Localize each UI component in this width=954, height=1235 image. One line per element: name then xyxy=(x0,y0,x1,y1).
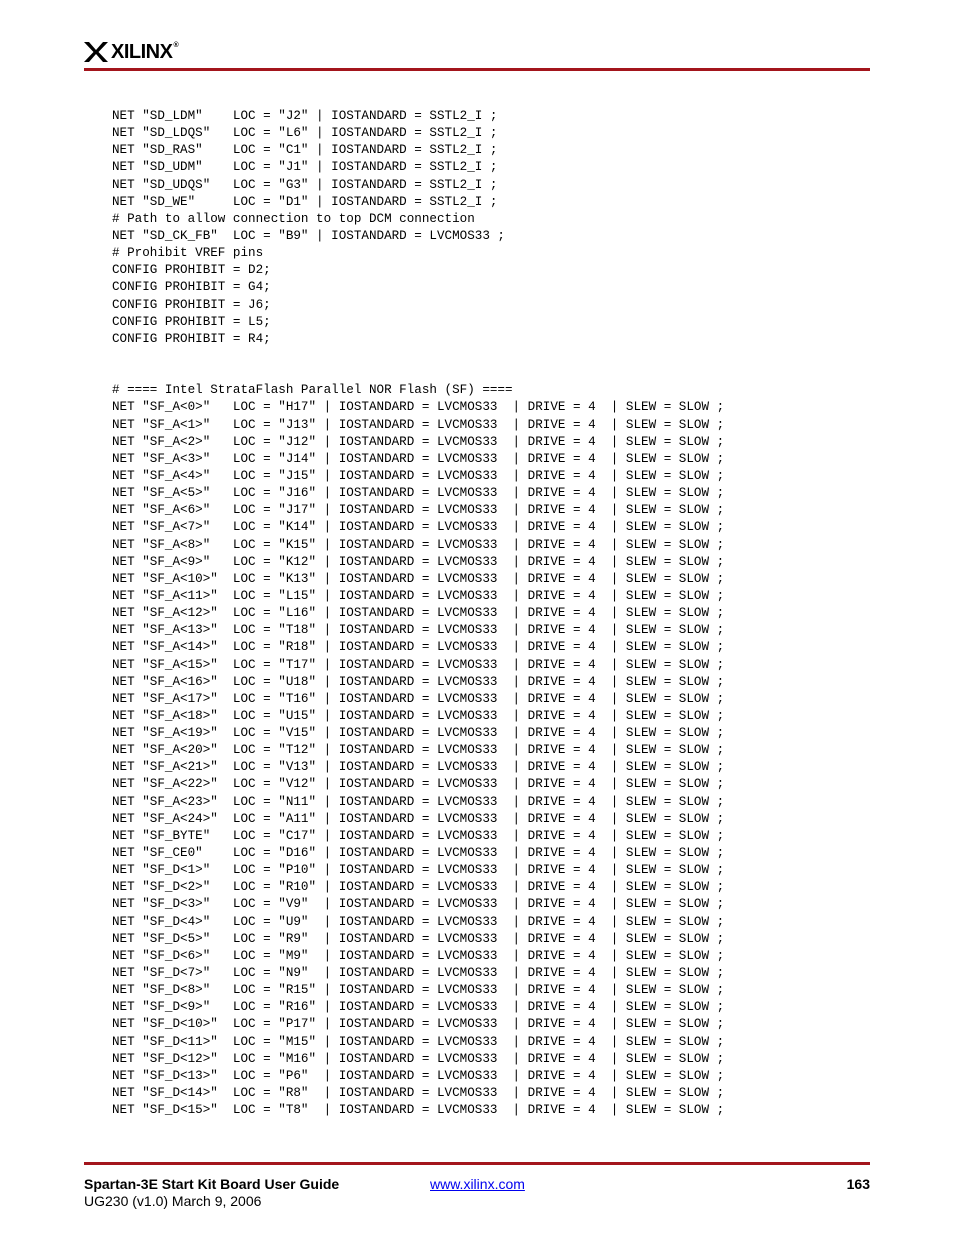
code-line: NET "SF_D<4>" LOC = "U9" | IOSTANDARD = LVCMOS33 | DRIVE = 4 | SLEW = SLOW ; xyxy=(112,914,725,929)
constraints-code-listing xyxy=(112,108,724,1119)
code-line: NET "SF_D<9>" LOC = "R16" | IOSTANDARD = LVCMOS33 | DRIVE = 4 | SLEW = SLOW ; xyxy=(112,1000,725,1015)
code-line: NET "SD_UDM" LOC = "J1" | IOSTANDARD = SSTL2_I ; xyxy=(112,160,498,175)
code-line: NET "SF_A<10>" LOC = "K13" | IOSTANDARD = LVCMOS33 | DRIVE = 4 | SLEW = SLOW ; xyxy=(112,571,725,586)
footer-title: Spartan-3E Start Kit Board User Guide xyxy=(84,1176,340,1192)
code-line xyxy=(112,365,724,382)
logo-text: XILINX xyxy=(111,41,173,63)
code-line: CONFIG PROHIBIT = R4; xyxy=(112,331,271,346)
code-line: NET "SF_D<3>" LOC = "V9" | IOSTANDARD = LVCMOS33 | DRIVE = 4 | SLEW = SLOW ; xyxy=(112,897,725,912)
code-line: NET "SF_A<0>" LOC = "H17" | IOSTANDARD = LVCMOS33 | DRIVE = 4 | SLEW = SLOW ; xyxy=(112,400,725,415)
code-line: CONFIG PROHIBIT = G4; xyxy=(112,280,271,295)
code-line: NET "SD_CK_FB" LOC = "B9" | IOSTANDARD = LVCMOS33 ; xyxy=(112,228,505,243)
code-line: NET "SF_CE0" LOC = "D16" | IOSTANDARD = LVCMOS33 | DRIVE = 4 | SLEW = SLOW ; xyxy=(112,846,725,861)
code-line: NET "SF_A<9>" LOC = "K12" | IOSTANDARD = LVCMOS33 | DRIVE = 4 | SLEW = SLOW ; xyxy=(112,554,725,569)
code-line: CONFIG PROHIBIT = J6; xyxy=(112,297,271,312)
code-line: NET "SD_RAS" LOC = "C1" | IOSTANDARD = SSTL2_I ; xyxy=(112,143,498,158)
code-line: NET "SF_A<4>" LOC = "J15" | IOSTANDARD = LVCMOS33 | DRIVE = 4 | SLEW = SLOW ; xyxy=(112,468,725,483)
footer-subtitle: UG230 (v1.0) March 9, 2006 xyxy=(84,1193,262,1209)
code-line: NET "SF_A<3>" LOC = "J14" | IOSTANDARD = LVCMOS33 | DRIVE = 4 | SLEW = SLOW ; xyxy=(112,451,725,466)
code-line: NET "SF_A<6>" LOC = "J17" | IOSTANDARD = LVCMOS33 | DRIVE = 4 | SLEW = SLOW ; xyxy=(112,503,725,518)
code-line xyxy=(112,348,724,365)
code-line: NET "SF_A<1>" LOC = "J13" | IOSTANDARD = LVCMOS33 | DRIVE = 4 | SLEW = SLOW ; xyxy=(112,417,725,432)
header-rule xyxy=(84,68,870,71)
code-line: NET "SF_A<8>" LOC = "K15" | IOSTANDARD = LVCMOS33 | DRIVE = 4 | SLEW = SLOW ; xyxy=(112,537,725,552)
code-line: NET "SF_BYTE" LOC = "C17" | IOSTANDARD = LVCMOS33 | DRIVE = 4 | SLEW = SLOW ; xyxy=(112,828,725,843)
code-line: NET "SF_A<5>" LOC = "J16" | IOSTANDARD = LVCMOS33 | DRIVE = 4 | SLEW = SLOW ; xyxy=(112,486,725,501)
code-line: NET "SF_A<12>" LOC = "L16" | IOSTANDARD = LVCMOS33 | DRIVE = 4 | SLEW = SLOW ; xyxy=(112,606,725,621)
code-line: NET "SD_WE" LOC = "D1" | IOSTANDARD = SSTL2_I ; xyxy=(112,194,498,209)
code-line: # ==== Intel StrataFlash Parallel NOR Flash (SF) ==== xyxy=(112,383,513,398)
code-line: NET "SD_LDM" LOC = "J2" | IOSTANDARD = SSTL2_I ; xyxy=(112,109,498,123)
code-line: NET "SF_D<1>" LOC = "P10" | IOSTANDARD = LVCMOS33 | DRIVE = 4 | SLEW = SLOW ; xyxy=(112,863,725,878)
code-line: NET "SF_D<5>" LOC = "R9" | IOSTANDARD = LVCMOS33 | DRIVE = 4 | SLEW = SLOW ; xyxy=(112,931,725,946)
code-line: # Path to allow connection to top DCM connection xyxy=(112,211,475,226)
code-line: NET "SF_A<15>" LOC = "T17" | IOSTANDARD = LVCMOS33 | DRIVE = 4 | SLEW = SLOW ; xyxy=(112,657,725,672)
code-line: NET "SD_LDQS" LOC = "L6" | IOSTANDARD = SSTL2_I ; xyxy=(112,126,498,141)
footer-rule xyxy=(84,1162,870,1165)
code-line: NET "SF_A<18>" LOC = "U15" | IOSTANDARD = LVCMOS33 | DRIVE = 4 | SLEW = SLOW ; xyxy=(112,708,725,723)
xilinx-mark-icon xyxy=(84,40,108,64)
code-line: NET "SF_A<22>" LOC = "V12" | IOSTANDARD = LVCMOS33 | DRIVE = 4 | SLEW = SLOW ; xyxy=(112,777,725,792)
code-line: NET "SF_A<23>" LOC = "N11" | IOSTANDARD = LVCMOS33 | DRIVE = 4 | SLEW = SLOW ; xyxy=(112,794,725,809)
code-line: NET "SF_A<17>" LOC = "T16" | IOSTANDARD = LVCMOS33 | DRIVE = 4 | SLEW = SLOW ; xyxy=(112,691,725,706)
code-line: NET "SF_D<8>" LOC = "R15" | IOSTANDARD = LVCMOS33 | DRIVE = 4 | SLEW = SLOW ; xyxy=(112,983,725,998)
code-line: NET "SF_A<24>" LOC = "A11" | IOSTANDARD = LVCMOS33 | DRIVE = 4 | SLEW = SLOW ; xyxy=(112,811,725,826)
code-line: NET "SD_UDQS" LOC = "G3" | IOSTANDARD = SSTL2_I ; xyxy=(112,177,498,192)
xilinx-logo xyxy=(84,40,178,64)
code-line: NET "SF_D<12>" LOC = "M16" | IOSTANDARD = LVCMOS33 | DRIVE = 4 | SLEW = SLOW ; xyxy=(112,1051,725,1066)
code-line: NET "SF_A<14>" LOC = "R18" | IOSTANDARD = LVCMOS33 | DRIVE = 4 | SLEW = SLOW ; xyxy=(112,640,725,655)
code-line: NET "SF_D<10>" LOC = "P17" | IOSTANDARD = LVCMOS33 | DRIVE = 4 | SLEW = SLOW ; xyxy=(112,1017,725,1032)
code-line: CONFIG PROHIBIT = L5; xyxy=(112,314,271,329)
code-line: NET "SF_D<7>" LOC = "N9" | IOSTANDARD = LVCMOS33 | DRIVE = 4 | SLEW = SLOW ; xyxy=(112,966,725,981)
code-line: NET "SF_D<2>" LOC = "R10" | IOSTANDARD = LVCMOS33 | DRIVE = 4 | SLEW = SLOW ; xyxy=(112,880,725,895)
code-line: NET "SF_D<6>" LOC = "M9" | IOSTANDARD = LVCMOS33 | DRIVE = 4 | SLEW = SLOW ; xyxy=(112,948,725,963)
code-line: NET "SF_D<13>" LOC = "P6" | IOSTANDARD = LVCMOS33 | DRIVE = 4 | SLEW = SLOW ; xyxy=(112,1068,725,1083)
code-line: NET "SF_A<20>" LOC = "T12" | IOSTANDARD = LVCMOS33 | DRIVE = 4 | SLEW = SLOW ; xyxy=(112,743,725,758)
code-line: NET "SF_A<21>" LOC = "V13" | IOSTANDARD = LVCMOS33 | DRIVE = 4 | SLEW = SLOW ; xyxy=(112,760,725,775)
code-line: CONFIG PROHIBIT = D2; xyxy=(112,263,271,278)
code-line: NET "SF_D<15>" LOC = "T8" | IOSTANDARD = LVCMOS33 | DRIVE = 4 | SLEW = SLOW ; xyxy=(112,1103,725,1118)
code-line: NET "SF_A<13>" LOC = "T18" | IOSTANDARD = LVCMOS33 | DRIVE = 4 | SLEW = SLOW ; xyxy=(112,623,725,638)
page-number: 163 xyxy=(846,1176,870,1192)
code-line: NET "SF_A<2>" LOC = "J12" | IOSTANDARD = LVCMOS33 | DRIVE = 4 | SLEW = SLOW ; xyxy=(112,434,725,449)
code-line: NET "SF_A<11>" LOC = "L15" | IOSTANDARD = LVCMOS33 | DRIVE = 4 | SLEW = SLOW ; xyxy=(112,588,725,603)
code-line: # Prohibit VREF pins xyxy=(112,246,264,261)
code-line: NET "SF_D<14>" LOC = "R8" | IOSTANDARD = LVCMOS33 | DRIVE = 4 | SLEW = SLOW ; xyxy=(112,1086,725,1101)
logo-registered-mark: ® xyxy=(173,42,179,49)
footer-website-link[interactable]: www.xilinx.com xyxy=(430,1176,525,1192)
code-line: NET "SF_A<16>" LOC = "U18" | IOSTANDARD = LVCMOS33 | DRIVE = 4 | SLEW = SLOW ; xyxy=(112,674,725,689)
code-line: NET "SF_D<11>" LOC = "M15" | IOSTANDARD = LVCMOS33 | DRIVE = 4 | SLEW = SLOW ; xyxy=(112,1034,725,1049)
code-line: NET "SF_A<7>" LOC = "K14" | IOSTANDARD = LVCMOS33 | DRIVE = 4 | SLEW = SLOW ; xyxy=(112,520,725,535)
logo-wordmark xyxy=(111,42,178,62)
code-line: NET "SF_A<19>" LOC = "V15" | IOSTANDARD = LVCMOS33 | DRIVE = 4 | SLEW = SLOW ; xyxy=(112,726,725,741)
